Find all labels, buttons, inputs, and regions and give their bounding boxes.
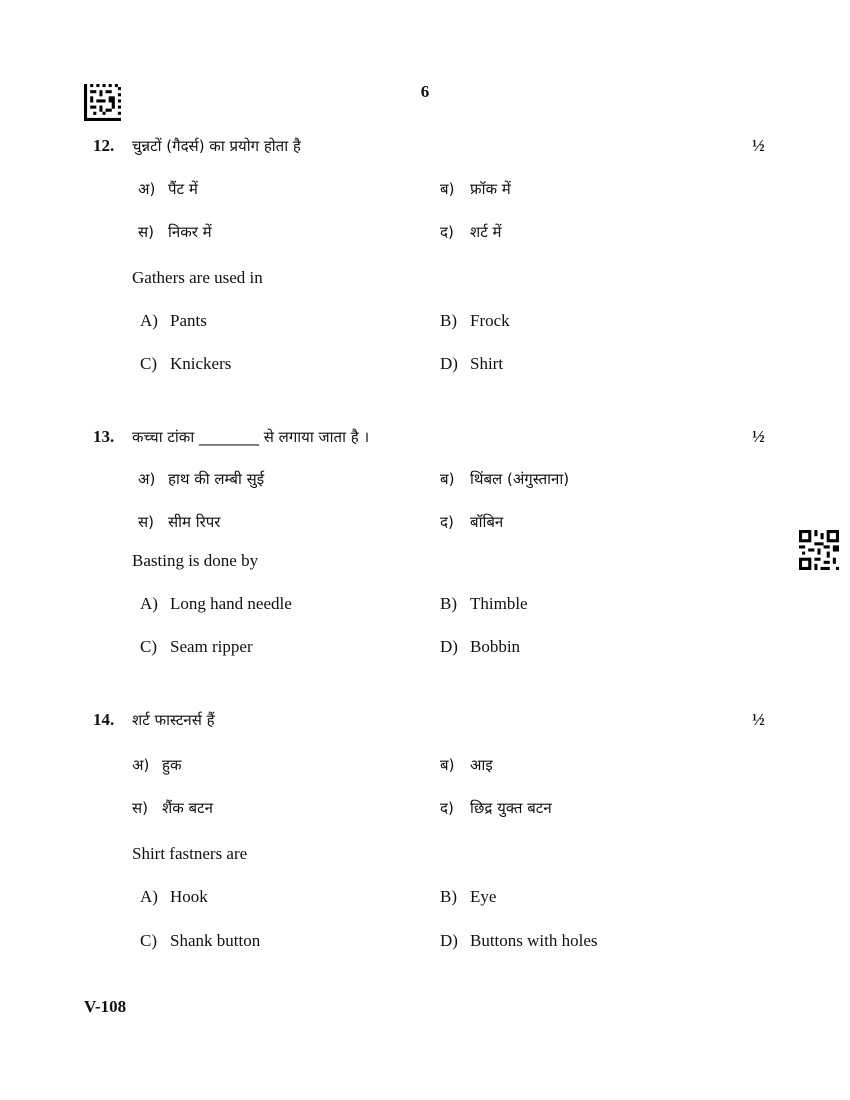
option-hindi-d: द) बॉबिन (440, 513, 504, 531)
option-english-b: B) Thimble (440, 594, 528, 613)
option-hindi-b: ब) फ्रॉक में (440, 180, 511, 198)
option-hindi-b: ब) आइ (440, 756, 493, 774)
option-hindi-d: द) शर्ट में (440, 223, 502, 241)
question-text-english: Gathers are used in (132, 268, 263, 287)
question-text-hindi: शर्ट फास्टनर्स हैं (132, 711, 215, 729)
question-number: 13. (93, 427, 115, 446)
option-hindi-a: अ) हुक (132, 756, 182, 774)
option-hindi-a: अ) पैंट में (138, 180, 198, 198)
option-english-d: D) Shirt (440, 354, 504, 373)
question-text-english: Basting is done by (132, 551, 259, 570)
option-hindi-a: अ) हाथ की लम्बी सुई (138, 470, 265, 488)
option-english-d: D) Buttons with holes (440, 931, 598, 950)
question-text-english: Shirt fastners are (132, 844, 248, 863)
option-english-a: A) Long hand needle (140, 594, 292, 613)
option-english-c: C) Shank button (140, 931, 261, 950)
page-number: 6 (420, 82, 430, 101)
question-text-hindi: कच्चा टांका ________ से लगाया जाता है । (132, 428, 370, 446)
option-hindi-c: स) निकर में (138, 223, 212, 241)
question-marks: ½ (752, 136, 765, 155)
option-hindi-d: द) छिद्र युक्त बटन (440, 799, 552, 817)
option-hindi-c: स) शैंक बटन (132, 799, 213, 817)
qr-code-icon (799, 530, 839, 570)
question-marks: ½ (752, 710, 765, 729)
option-english-c: C) Seam ripper (140, 637, 253, 656)
question-marks: ½ (752, 427, 765, 446)
option-english-a: A) Hook (140, 887, 208, 906)
question-number: 14. (93, 710, 115, 729)
question-text-hindi: चुन्नटों (गैदर्स) का प्रयोग होता है (132, 137, 301, 155)
question-number: 12. (93, 136, 115, 155)
option-hindi-c: स) सीम रिपर (138, 513, 221, 531)
option-hindi-b: ब) थिंबल (अंगुस्ताना) (440, 470, 570, 488)
option-english-b: B) Eye (440, 887, 497, 906)
paper-code: V-108 (84, 997, 127, 1016)
option-english-a: A) Pants (140, 311, 207, 330)
option-english-d: D) Bobbin (440, 637, 521, 656)
option-english-c: C) Knickers (140, 354, 232, 373)
option-english-b: B) Frock (440, 311, 510, 330)
